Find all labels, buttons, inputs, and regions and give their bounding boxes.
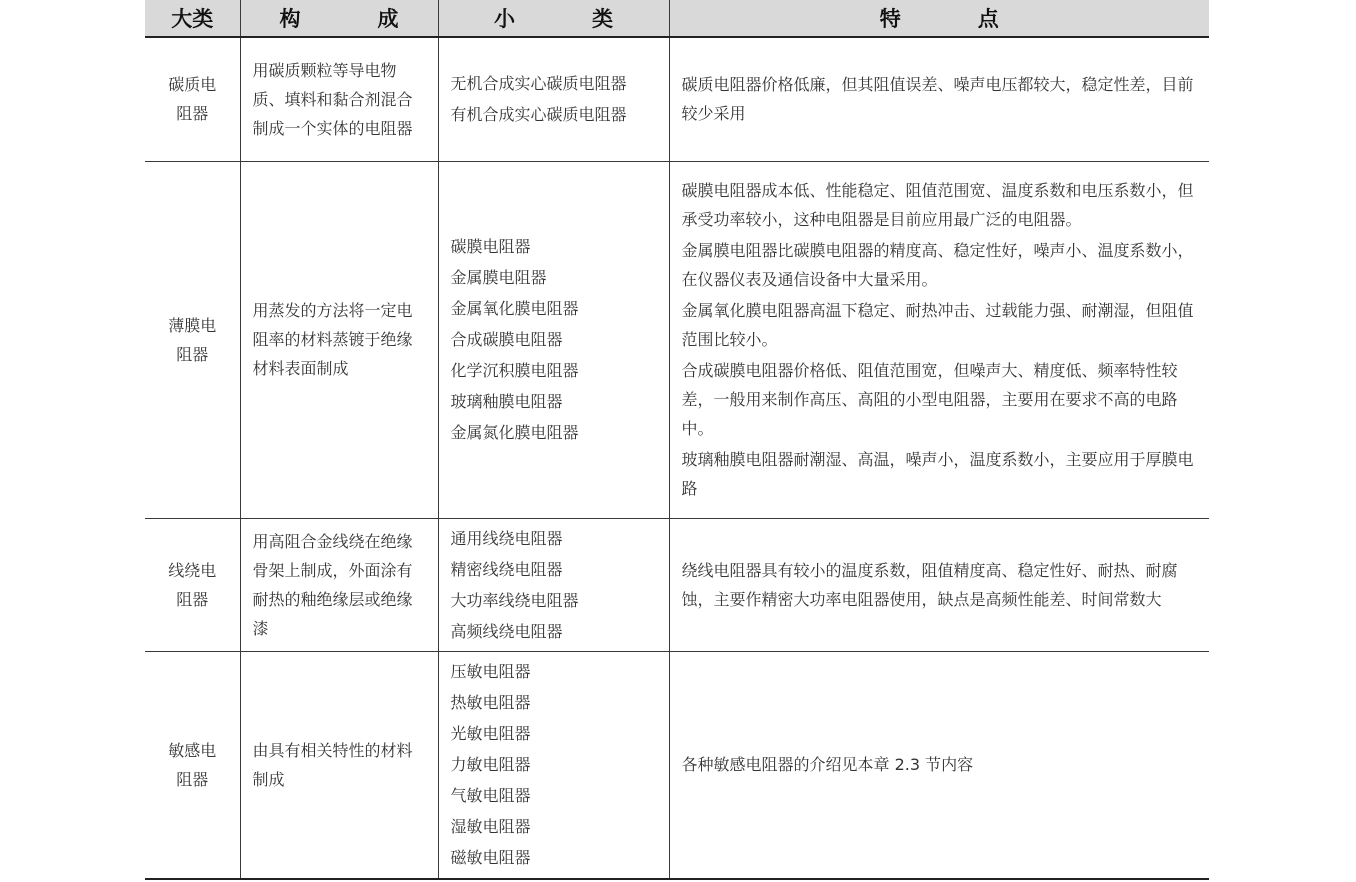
category-cell	[145, 161, 240, 518]
feature-paragraph: 合成碳膜电阻器价格低、阻值范围宽，但噪声大、精度低、频率特性较差，一般用来制作高压、高阻的小型电阻器，主要用在要求不高的电路中。	[681, 361, 1178, 438]
composition-cell: 由具有相关特性的材料制成	[240, 651, 438, 879]
feature-paragraph: 玻璃釉膜电阻器耐潮湿、高温，噪声小，温度系数小，主要应用于厚膜电路	[681, 450, 1194, 498]
category-name: 碳质电阻器	[168, 75, 217, 124]
feature-paragraph: 各种敏感电阻器的介绍见本章 2.3 节内容	[681, 755, 974, 775]
category-cell	[145, 651, 240, 879]
features-cell	[669, 651, 1209, 879]
subtypes-cell	[438, 518, 669, 651]
resistor-classification-table	[145, 0, 1209, 880]
subtype-item: 大功率线绕电阻器	[450, 590, 579, 610]
subtype-item: 光敏电阻器	[450, 724, 531, 744]
subtype-item: 热敏电阻器	[450, 693, 531, 713]
features-cell	[669, 161, 1209, 518]
header-subtypes: 小 类	[438, 0, 669, 37]
header-composition: 构 成	[240, 0, 438, 37]
category-cell	[145, 37, 240, 161]
category-name: 敏感电阻器	[168, 740, 217, 789]
subtype-item: 湿敏电阻器	[450, 817, 531, 837]
subtypes-cell	[438, 651, 669, 879]
subtype-item: 碳膜电阻器	[450, 237, 531, 256]
subtype-item: 通用线绕电阻器	[450, 528, 563, 548]
subtype-item: 有机合成实心碳质电阻器	[450, 105, 627, 125]
category-name: 薄膜电阻器	[168, 315, 217, 364]
subtype-item: 金属氮化膜电阻器	[450, 423, 579, 442]
category-name: 线绕电阻器	[168, 560, 217, 609]
subtype-item: 气敏电阻器	[450, 786, 531, 806]
table-row	[145, 37, 1209, 161]
subtype-item: 化学沉积膜电阻器	[450, 361, 579, 380]
feature-paragraph: 碳质电阻器价格低廉，但其阻值误差、噪声电压都较大，稳定性差，目前较少采用	[681, 75, 1194, 124]
category-cell	[145, 518, 240, 651]
subtype-item: 玻璃釉膜电阻器	[450, 392, 563, 411]
header-features: 特 点	[669, 0, 1209, 37]
feature-paragraph: 金属膜电阻器比碳膜电阻器的精度高、稳定性好，噪声小、温度系数小，在仪器仪表及通信设备中大量采用。	[681, 241, 1194, 289]
table-row	[145, 651, 1209, 879]
feature-paragraph: 金属氧化膜电阻器高温下稳定、耐热冲击、过载能力强、耐潮湿，但阻值范围比较小。	[681, 301, 1194, 349]
features-cell	[669, 518, 1209, 651]
subtype-item: 无机合成实心碳质电阻器	[450, 74, 627, 94]
feature-paragraph: 碳膜电阻器成本低、性能稳定、阻值范围宽、温度系数和电压系数小，但承受功率较小，这种电阻器是目前应用最广泛的电阻器。	[681, 181, 1194, 229]
composition-cell: 用碳质颗粒等导电物质、填料和黏合剂混合制成一个实体的电阻器	[240, 37, 438, 161]
header-category: 大类	[145, 0, 240, 37]
subtype-item: 金属膜电阻器	[450, 268, 547, 287]
table-row	[145, 161, 1209, 518]
feature-paragraph: 绕线电阻器具有较小的温度系数，阻值精度高、稳定性好、耐热、耐腐蚀，主要作精密大功率电阻器使用，缺点是高频性能差、时间常数大	[681, 560, 1178, 609]
subtypes-cell	[438, 161, 669, 518]
composition-cell: 用高阻合金线绕在绝缘骨架上制成，外面涂有耐热的釉绝缘层或绝缘漆	[240, 518, 438, 651]
subtypes-cell	[438, 37, 669, 161]
subtype-item: 合成碳膜电阻器	[450, 330, 563, 349]
subtype-item: 磁敏电阻器	[450, 848, 531, 868]
subtype-item: 压敏电阻器	[450, 662, 531, 682]
features-cell	[669, 37, 1209, 161]
subtype-item: 高频线绕电阻器	[450, 621, 563, 641]
composition-cell: 用蒸发的方法将一定电阻率的材料蒸镀于绝缘材料表面制成	[240, 161, 438, 518]
header-row	[145, 0, 1209, 37]
table-row	[145, 518, 1209, 651]
subtype-item: 金属氧化膜电阻器	[450, 299, 579, 318]
subtype-item: 力敏电阻器	[450, 755, 531, 775]
subtype-item: 精密线绕电阻器	[450, 559, 563, 579]
